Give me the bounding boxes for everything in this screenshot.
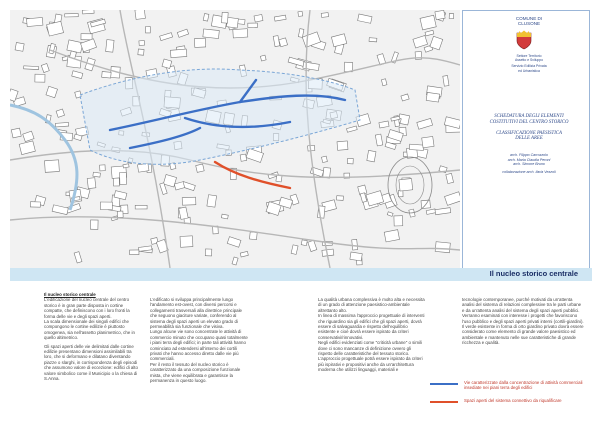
building-block bbox=[322, 156, 328, 162]
building-block bbox=[233, 29, 248, 38]
paragraph: La qualità urbana complessiva è molto alta e necessita di un grado di attenzione paesistico-ambientale altrettanto alto. bbox=[318, 297, 425, 313]
building-block bbox=[426, 92, 439, 102]
building-block bbox=[100, 202, 112, 210]
author-line: arch. Filippo Carrozzolo bbox=[510, 153, 548, 157]
building-block bbox=[301, 240, 307, 246]
building-block bbox=[81, 34, 92, 40]
building-block bbox=[120, 172, 127, 184]
offices-block bbox=[470, 54, 588, 73]
building-block bbox=[82, 10, 94, 14]
authors-block bbox=[470, 153, 588, 174]
building-block bbox=[369, 38, 377, 42]
building-block bbox=[337, 196, 344, 201]
building-block bbox=[347, 158, 353, 164]
paragraph: Verranno esaminati con interesse i progetti che favoriscono l'uso pubblico e degli spazi aperti privati interni (cortili-giardini). bbox=[462, 313, 584, 324]
building-block bbox=[248, 23, 258, 28]
building-block bbox=[398, 190, 403, 196]
legend-requalify-swatch bbox=[430, 401, 458, 403]
office-line: ed Urbanistica bbox=[518, 68, 540, 73]
building-block bbox=[138, 163, 150, 172]
building-block bbox=[226, 17, 238, 28]
building-block bbox=[435, 242, 450, 253]
building-block bbox=[435, 10, 445, 19]
building-block bbox=[207, 195, 217, 207]
building-block bbox=[367, 150, 376, 161]
building-block bbox=[102, 72, 112, 79]
text-column-2 bbox=[150, 297, 248, 384]
section-title: Il nucleo storico centrale bbox=[489, 269, 578, 278]
building-block bbox=[205, 249, 212, 256]
building-block bbox=[196, 164, 205, 172]
office-line: Assetto e Sviluppo bbox=[514, 58, 544, 63]
title-block-frame bbox=[462, 10, 590, 278]
building-block bbox=[27, 17, 43, 26]
office-line: Settore Territorio bbox=[516, 54, 542, 58]
building-block bbox=[203, 14, 209, 22]
subtitle-line: CLASSIFICAZIONE PAESISTICA bbox=[496, 130, 562, 136]
building-block bbox=[170, 49, 186, 58]
building-block bbox=[182, 197, 196, 205]
title-line: COSTITUTIVI DEL CENTRO STORICO bbox=[489, 119, 569, 125]
building-block bbox=[30, 202, 40, 207]
municipality-line2: CLUSONE bbox=[517, 21, 541, 27]
building-block bbox=[384, 230, 399, 242]
municipality-name bbox=[470, 16, 588, 27]
site-plan-map bbox=[10, 10, 460, 268]
text-column-1 bbox=[44, 292, 140, 382]
building-block bbox=[254, 14, 263, 22]
building-block bbox=[135, 10, 146, 19]
building-block bbox=[117, 211, 123, 217]
legend-commercial-swatch bbox=[430, 383, 458, 385]
paragraph: L'edificato si sviluppa principalmente lungo l'andamento est-ovest, con diversi percorsi e collegamenti trasversali alla direttrice principale che seguono giaciture variate, conferendo al sistema degli spazi aperti un elevato grado di permeabilità sia funzionale che visiva. bbox=[150, 297, 242, 330]
building-block bbox=[352, 239, 358, 250]
building-block bbox=[350, 252, 362, 261]
legend-commercial-label: Vie caratterizzate dalla concentrazione di attività commerciali insediate nei piani terra degli edifici bbox=[464, 380, 583, 391]
paragraph: Gli spazi aperti delle vie delimitati dalle cortine edilizie presentano dimensioni assimilabili tra loro, che si deformano e dilatano diventando piazze o slarghi, in corrispondenza degli episodi che assumono valore di eccezione: edifici di alto valore simbolico come il Municipio o la chiesa di S.Anna. bbox=[44, 343, 138, 382]
text-column-4 bbox=[462, 297, 584, 346]
building-block bbox=[240, 154, 247, 161]
text-column-3 bbox=[318, 297, 426, 373]
building-block bbox=[222, 12, 229, 23]
building-block bbox=[106, 40, 114, 53]
paragraph: L'edificazione del nucleo centrale del centro storico è in gran parte disposta in cortine compatte, che definiscono con i loro fronti la forma delle vie e degli spazi aperti. bbox=[44, 297, 130, 319]
building-block bbox=[15, 43, 24, 52]
building-block bbox=[194, 38, 205, 47]
building-block bbox=[24, 66, 39, 70]
building-block bbox=[55, 122, 68, 127]
building-block bbox=[113, 178, 119, 186]
building-block bbox=[409, 144, 423, 150]
building-block bbox=[146, 27, 151, 33]
coat-of-arms-icon bbox=[516, 30, 532, 50]
paragraph: Per il resto il tessuto del nucleo storico è caratterizzato da una composizione funzionale mista, che viene equilibrata e garantisce la permanenza in questo luogo. bbox=[150, 361, 241, 384]
building-block bbox=[250, 232, 258, 240]
building-block bbox=[139, 41, 145, 46]
building-block bbox=[93, 172, 101, 177]
subtitle-line: DELLE AREE bbox=[515, 136, 543, 142]
paragraph: Lungo alcune vie sono concentrate le attività di commercio minuto che occupano quasi totalmente i piani terra degli edifici; in parte tali attività hanno cominciato ad estendersi all'interno dei cortili privati che hanno accesso diretto dalle vie più commerciali. bbox=[150, 329, 248, 362]
paragraph: La scala dimensionale dei singoli edifici che compongono le cortine edilizie è piuttosto omogenea, sia nell'assetto planimetrico, che in quello altimetrico. bbox=[44, 319, 135, 341]
building-block bbox=[123, 164, 129, 168]
building-block bbox=[422, 136, 434, 147]
building-block bbox=[135, 205, 147, 209]
office-line: Servizio Edilizia Privata bbox=[511, 64, 547, 69]
author-line: arch. Maria Claudia Peroni bbox=[507, 157, 551, 162]
building-block bbox=[100, 165, 106, 171]
building-block bbox=[394, 216, 403, 226]
municipality-line1: COMUNE DI bbox=[515, 16, 543, 21]
building-block bbox=[138, 49, 144, 55]
building-block bbox=[35, 74, 45, 82]
building-block bbox=[323, 167, 331, 178]
building-block bbox=[11, 128, 21, 138]
site-plan-drawing bbox=[10, 10, 460, 268]
paragraph: Il verde esistente in forma di orto giardino privato dovrà essere considerato come elemento di grande valore paesistico ed ambientale e mantenuto nelle sue caratteristiche di grande ricchezza e qualità. bbox=[462, 324, 584, 346]
building-block bbox=[298, 11, 303, 16]
paragraph: In linea di massima l'approccio progettuale di interventi che riguardino sia gli edifici che gli spazi aperti, dovrà essere di salvaguardia e rispetto dell'equilibrio esistente e cioè dovrà essere ispirato da criteri conservativi/rinnovativi. bbox=[318, 313, 425, 340]
collaboration-line: collaborazione arch. Ilaria Vezzoli bbox=[502, 169, 556, 174]
title-line: SCHEDATURA DEGLI ELEMENTI bbox=[494, 114, 564, 119]
building-block bbox=[45, 160, 60, 173]
paragraph: tecnologie contemporanee, purché motivati da un'attenta analisi del sistema di relazioni complessive tra le parti urbane e da un'attenta analisi del sistema degli spazi aperti pubblici. bbox=[462, 297, 582, 313]
legend-requalify-label: Spazi aperti del sistema connettivo da riqualificare bbox=[464, 398, 562, 403]
building-block bbox=[337, 141, 348, 150]
paragraph: Negli edifici evidenziati come "criticità urbane" o simili dove ci sono mancanze di definizione ovvero gli rispetto delle caratteristiche del tessuto storico. bbox=[318, 340, 422, 357]
building-block bbox=[65, 14, 79, 17]
building-block bbox=[203, 29, 219, 39]
building-block bbox=[130, 250, 139, 255]
building-block bbox=[87, 178, 96, 189]
author-line: arch. Simone Bruno bbox=[513, 162, 545, 167]
building-block bbox=[180, 236, 193, 248]
building-block bbox=[399, 179, 413, 191]
building-block bbox=[260, 55, 266, 61]
building-block bbox=[321, 13, 328, 18]
building-block bbox=[449, 14, 454, 19]
building-block bbox=[90, 220, 98, 229]
building-block bbox=[221, 214, 228, 219]
paragraph: L'approccio progettuale potrà essere ispirato da criteri più ispirativi e propositivi anche da un'architettura moderna che utilizzi linguaggi, materiali e bbox=[318, 356, 423, 373]
column-heading: Il nucleo storico centrale bbox=[44, 292, 96, 297]
section-banner bbox=[10, 268, 592, 281]
document-title bbox=[470, 114, 588, 142]
